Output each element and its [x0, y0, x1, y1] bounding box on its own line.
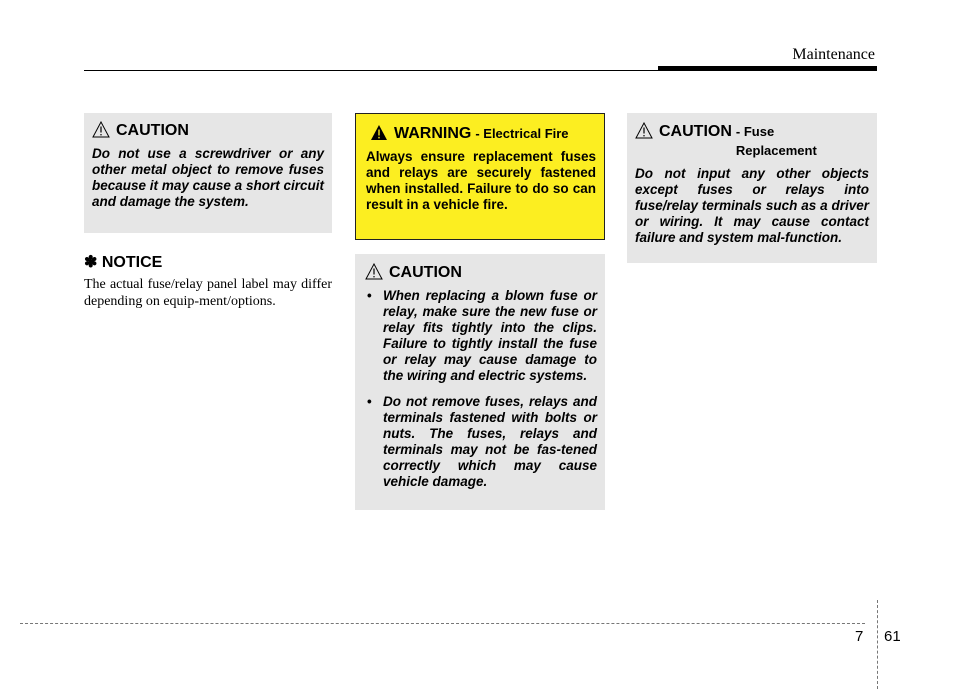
- warning-header: [366, 124, 596, 143]
- caution-triangle-icon: [365, 263, 383, 280]
- caution-box-replacing-fuse: [355, 254, 605, 510]
- caution-header: [635, 122, 869, 160]
- footer-rule: [20, 623, 865, 624]
- warning-box-electrical-fire: [355, 113, 605, 240]
- warning-triangle-icon: [370, 124, 388, 141]
- warning-text: Always ensure replacement fuses and relays are securely fastened when installed. Failure to do so can result in a vehicle fire.: [366, 149, 596, 212]
- caution-triangle-icon: [92, 121, 110, 138]
- caution-header: [365, 263, 597, 282]
- notice-title: ✽ NOTICE: [84, 254, 163, 271]
- caution-bullet-list: [365, 288, 597, 490]
- warning-subtitle: - Electrical Fire: [475, 126, 569, 141]
- caution-box-fuse-replacement: [627, 113, 877, 263]
- section-title: Maintenance: [792, 46, 875, 63]
- list-item: • When replacing a blown fuse or relay, make sure the new fuse or relay fits tightly into the clips. Failure to tightly install the fuse or relay may cause damage to the wiring and electric systems.: [367, 288, 597, 383]
- caution-title: CAUTION: [389, 264, 462, 281]
- caution-triangle-icon: [635, 122, 653, 139]
- footer-divider: [877, 600, 878, 689]
- caution-box-screwdriver: [84, 113, 332, 233]
- page-number: 61: [884, 628, 901, 645]
- caution-title: CAUTION: [116, 122, 189, 139]
- caution-header: [92, 121, 324, 140]
- caution-text: Do not input any other objects except fuses or relays into fuse/relay terminals such as a driver or wiring. It may cause contact failure and system mal-function.: [635, 166, 869, 245]
- chapter-number: 7: [855, 628, 864, 645]
- header-rule: [84, 70, 664, 71]
- caution-text: Do not use a screwdriver or any other metal object to remove fuses because it may cause a short circuit and damage the system.: [92, 146, 324, 209]
- list-item: • Do not remove fuses, relays and terminals fastened with bolts or nuts. The fuses, relays and terminals may not be fas-tened correctly which may cause vehicle damage.: [367, 394, 597, 489]
- caution-title: CAUTION: [659, 123, 732, 140]
- caution-subtitle: - Fuse Replacement: [735, 124, 817, 158]
- header-rule-bold: [658, 66, 877, 71]
- notice-text: The actual fuse/relay panel label may differ depending on equip-ment/options.: [84, 277, 332, 309]
- warning-title: WARNING: [394, 125, 472, 142]
